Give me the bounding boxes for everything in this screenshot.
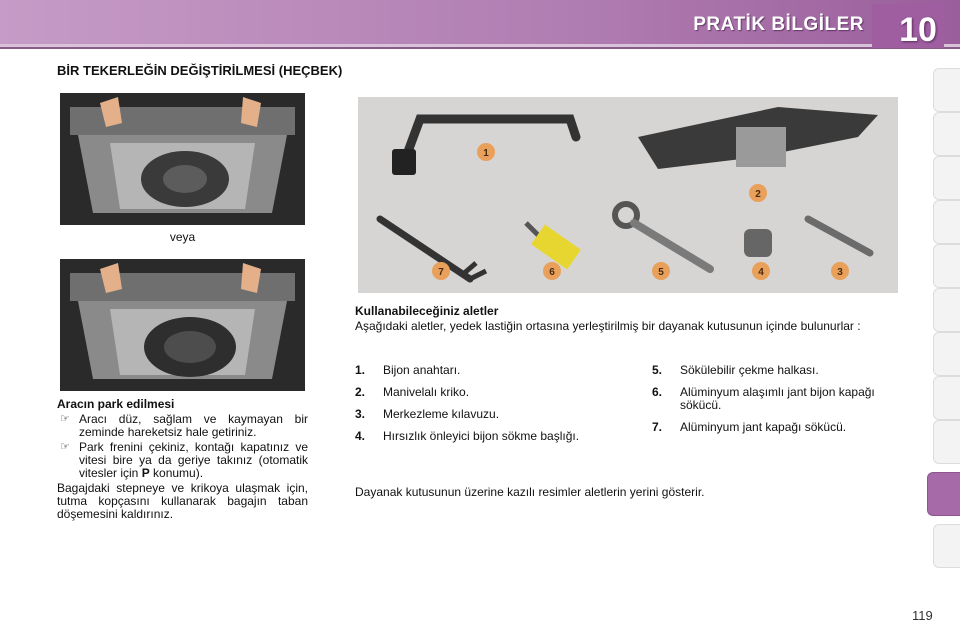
page-header (0, 0, 960, 52)
tools-intro: Aşağıdaki aletler, yedek lastiğin ortasına yerleştirilmiş bir dayanak kutusunun içinde bulunurlar : (355, 319, 861, 333)
list-item: 5. Sökülebilir çekme halkası. (652, 363, 819, 377)
list-item: 1. Bijon anahtarı. (355, 363, 461, 377)
list-item: 7. Alüminyum jant kapağı sökücü. (652, 420, 847, 434)
parking-bullet-2-end: konumu). (149, 466, 204, 480)
parking-bullet-2-text: Park frenini çekiniz, kontağı kapatınız ve vitesi bire ya da geriye takınız (otomatik vitesler için (79, 440, 308, 480)
list-item: 3. Merkezleme kılavuzu. (355, 407, 500, 421)
photo-separator: veya (169, 230, 196, 244)
antitheft-socket-icon (744, 229, 772, 257)
pointing-hand-icon: ☞ (60, 441, 70, 453)
section-title: BİR TEKERLEĞİN DEĞİŞTİRİLMESİ (HEÇBEK) (57, 63, 343, 78)
callout-6: 6 (549, 267, 555, 278)
tools-list-right (652, 364, 902, 443)
list-item: 4. Hırsızlık önleyici bijon sökme başlığı. (355, 429, 580, 443)
list-item: 6. Alüminyum alaşımlı jant bijon kapağı sökücü. (652, 385, 875, 412)
parking-paragraph: Bagajdaki stepneye ve krikoya ulaşmak için, tutma kopçasını kullanarak bagajın taban döşemesini kaldırınız. (57, 481, 308, 521)
chapter-number: 10 (899, 11, 937, 49)
callout-5: 5 (658, 267, 664, 278)
tools-illustration (358, 97, 898, 293)
parking-bullet-2-bold: P (141, 466, 150, 480)
chapter-tab[interactable] (933, 288, 960, 332)
tools-list-left (355, 364, 595, 452)
callout-2: 2 (755, 189, 761, 200)
tools-footer-note: Dayanak kutusunun üzerine kazılı resimler aletlerin yerini gösterir. (355, 485, 705, 499)
parking-bullet-1 (57, 413, 308, 439)
chapter-tab[interactable] (933, 156, 960, 200)
chapter-tab[interactable] (933, 376, 960, 420)
parking-instructions (57, 398, 308, 521)
list-item: 2. Manivelalı kriko. (355, 385, 470, 399)
trunk-photo-1 (60, 93, 305, 225)
parking-bullet-1-text: Aracı düz, sağlam ve kaymayan bir zeminde hareketsiz hale getiriniz. (79, 412, 308, 439)
callout-7: 7 (438, 267, 444, 278)
chapter-tab[interactable] (933, 112, 960, 156)
chapter-tab[interactable] (933, 244, 960, 288)
chapter-tab-active[interactable] (927, 472, 960, 516)
chapter-tab[interactable] (933, 420, 960, 464)
callout-4: 4 (758, 267, 764, 278)
chapter-tabs (926, 68, 960, 574)
page-number: 119 (912, 608, 933, 623)
chapter-tab[interactable] (933, 68, 960, 112)
chapter-title: PRATİK BİLGİLER (693, 14, 864, 35)
trunk-photo-2 (60, 259, 305, 391)
callout-3: 3 (837, 267, 843, 278)
chapter-tab[interactable] (933, 524, 960, 568)
pointing-hand-icon: ☞ (60, 413, 70, 425)
parking-heading: Aracın park edilmesi (57, 397, 175, 411)
tools-heading: Kullanabileceğiniz aletler (355, 304, 499, 318)
parking-bullet-2 (57, 441, 308, 480)
chapter-tab[interactable] (933, 332, 960, 376)
tools-section (355, 305, 903, 333)
chapter-tab[interactable] (933, 200, 960, 244)
callout-1: 1 (483, 148, 489, 159)
